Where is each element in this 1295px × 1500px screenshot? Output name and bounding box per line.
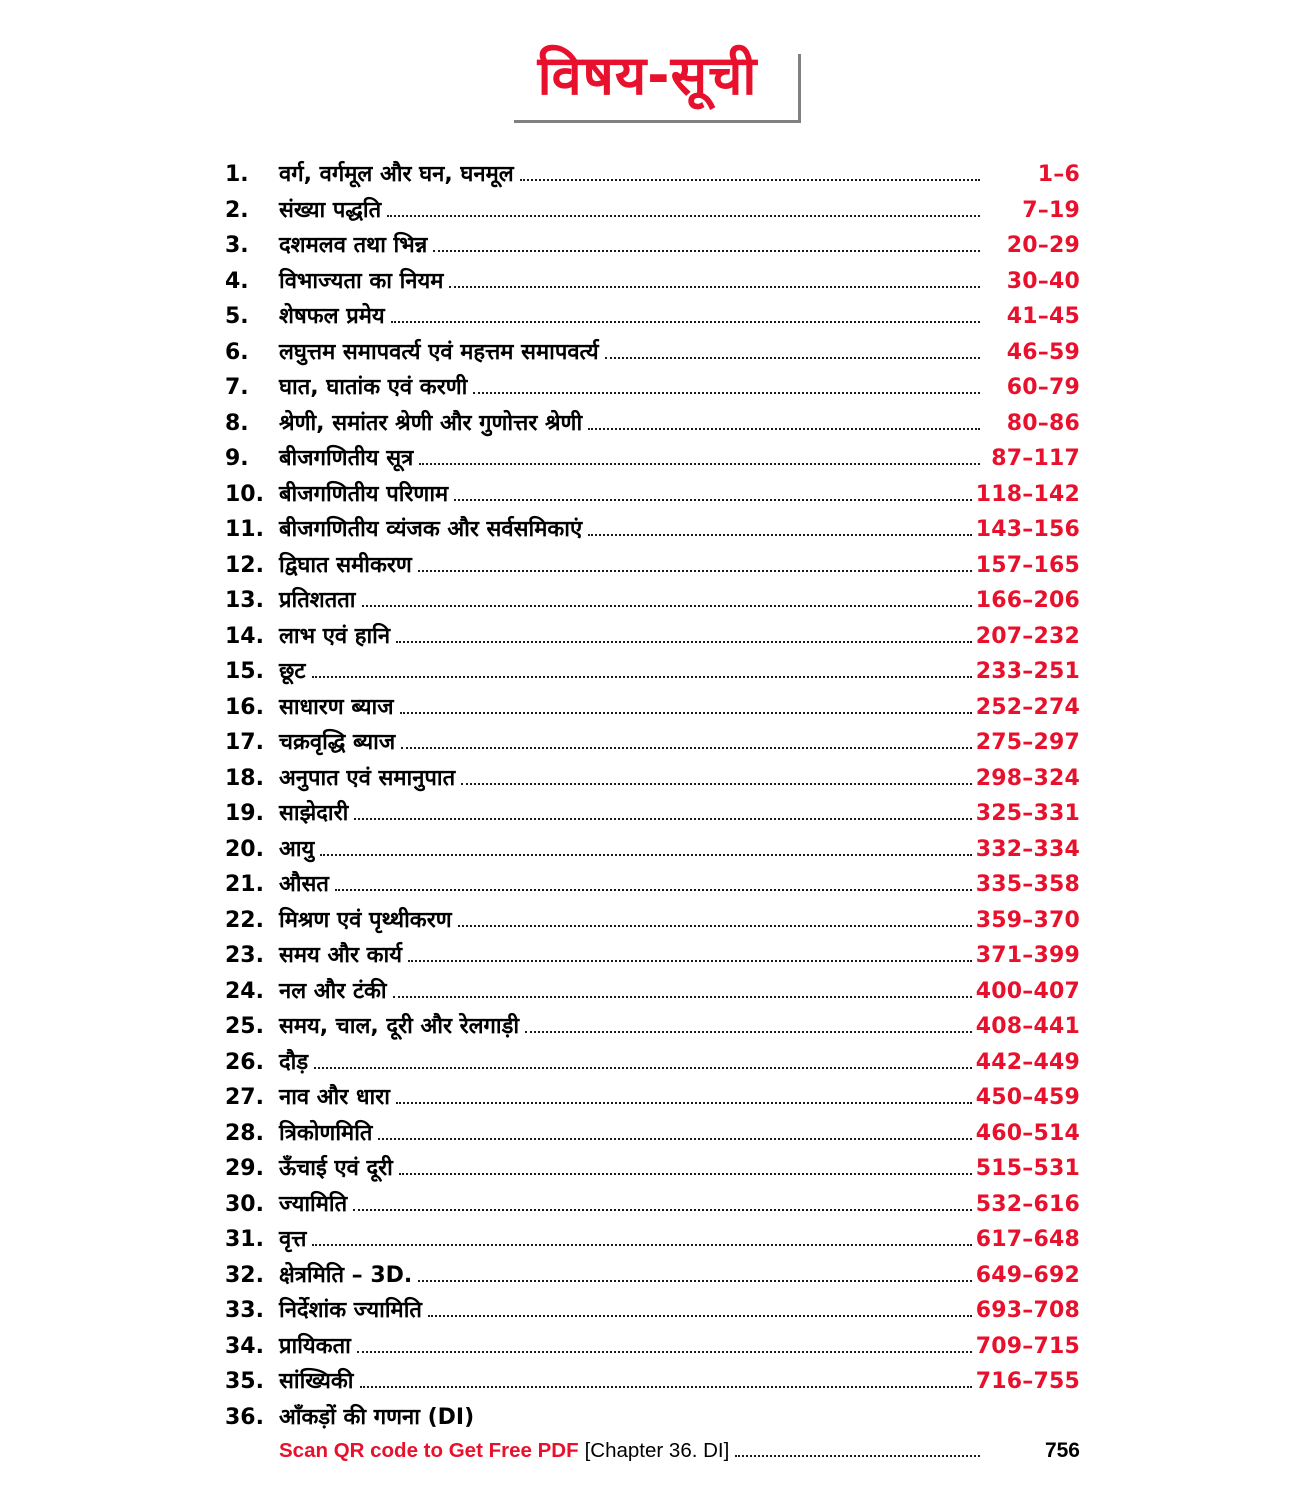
toc-entry-pages: 617–648 <box>975 1227 1080 1252</box>
toc-entry-number: 25. <box>225 1014 264 1039</box>
toc-entry-title: बीजगणितीय सूत्र <box>279 446 414 471</box>
toc-entry-number: 18. <box>225 765 264 791</box>
toc-entry-number: 11. <box>225 517 264 542</box>
toc-leader-dots <box>418 570 972 572</box>
toc-entry[interactable] <box>225 945 1080 968</box>
toc-leader-dots <box>458 925 972 927</box>
toc-leader-dots <box>320 854 972 856</box>
toc-entry-title: साधारण ब्याज <box>279 694 394 720</box>
toc-entry-title: दशमलव तथा भिन्न <box>279 233 428 258</box>
toc-entry[interactable] <box>225 1229 1080 1252</box>
toc-entry-pages: 233–251 <box>975 659 1080 684</box>
toc-entry-number: 21. <box>225 872 264 897</box>
toc-entry[interactable] <box>225 1404 1080 1430</box>
toc-entry-title: चक्रवृद्धि ब्याज <box>279 730 396 755</box>
toc-entry[interactable] <box>225 1049 1080 1075</box>
toc-entry-title: बीजगणितीय व्यंजक और सर्वसमिकाएं <box>279 517 583 542</box>
toc-entry-pages: 756 <box>1044 1439 1080 1462</box>
toc-entry-pages: 442–449 <box>975 1049 1080 1075</box>
toc-entry-number: 29. <box>225 1156 264 1181</box>
toc-entry-title: सांख्यिकी <box>279 1369 354 1394</box>
toc-leader-dots <box>335 889 972 891</box>
toc-entry[interactable] <box>225 874 1080 897</box>
toc-entry-pages: 709–715 <box>975 1333 1080 1359</box>
toc-leader-dots <box>473 392 980 394</box>
toc-entry-number: 13. <box>225 588 264 613</box>
table-of-contents <box>0 164 1295 1463</box>
toc-entry-pages: 716–755 <box>975 1369 1080 1394</box>
toc-entry-title: वर्ग, वर्गमूल और घन, घनमूल <box>279 162 514 187</box>
toc-leader-dots <box>605 357 980 359</box>
toc-entry-title: ज्यामिति <box>279 1191 348 1217</box>
toc-entry[interactable] <box>225 661 1080 684</box>
toc-entry-number: 5. <box>225 304 249 329</box>
toc-entry-pages: 143–156 <box>975 517 1080 542</box>
toc-leader-dots <box>401 747 972 749</box>
toc-entry[interactable] <box>225 590 1080 613</box>
page-title-area <box>0 0 1295 150</box>
toc-entry[interactable] <box>225 339 1080 365</box>
toc-entry-title: वृत्त <box>279 1227 307 1252</box>
toc-entry-title: आयु <box>279 836 315 862</box>
toc-entry-title: बीजगणितीय परिणाम <box>279 481 449 507</box>
toc-entry-number: 19. <box>225 801 264 826</box>
toc-entry[interactable] <box>225 519 1080 542</box>
toc-entry-pages: 118–142 <box>975 481 1080 507</box>
toc-leader-dots <box>314 1067 972 1069</box>
toc-entry-title: लाभ एवं हानि <box>279 623 391 649</box>
toc-leader-dots <box>588 428 980 430</box>
toc-entry[interactable] <box>225 1087 1080 1110</box>
toc-entry-title: समय और कार्य <box>279 943 402 968</box>
toc-entry[interactable] <box>225 1191 1080 1217</box>
toc-entry[interactable] <box>225 623 1080 649</box>
toc-entry[interactable] <box>225 268 1080 294</box>
toc-entry-title: औसत <box>279 872 329 897</box>
toc-entry-number: 9. <box>225 446 249 471</box>
toc-entry-number: 8. <box>225 410 249 436</box>
toc-entry-number: 27. <box>225 1085 264 1110</box>
toc-entry-pages: 46–59 <box>1006 339 1080 365</box>
toc-leader-dots <box>393 996 972 998</box>
toc-entry-pages: 275–297 <box>975 730 1080 755</box>
toc-entry-title: दौड़ <box>279 1049 309 1075</box>
toc-entry-title: क्षेत्रमिति – 3D. <box>279 1262 413 1288</box>
toc-entry-title: मिश्रण एवं पृथ्थीकरण <box>279 907 452 933</box>
toc-entry-number: 31. <box>225 1227 264 1252</box>
toc-entry-number: 4. <box>225 268 249 294</box>
toc-entry[interactable] <box>225 978 1080 1004</box>
toc-leader-dots <box>588 534 972 536</box>
toc-leader-dots <box>525 1031 972 1033</box>
toc-entry-number: 1. <box>225 162 249 187</box>
page-title: विषय-सूची <box>537 44 758 107</box>
toc-entry-number: 15. <box>225 659 264 684</box>
toc-entry-pages: 41–45 <box>1006 304 1080 329</box>
toc-entry-pages: 298–324 <box>975 765 1080 791</box>
toc-entry-pages: 371–399 <box>975 943 1080 968</box>
toc-entry-pages: 157–165 <box>975 552 1080 578</box>
toc-entry[interactable] <box>225 836 1080 862</box>
toc-entry[interactable] <box>225 907 1080 933</box>
toc-entry-pages: 325–331 <box>975 801 1080 826</box>
toc-entry-title: श्रेणी, समांतर श्रेणी और गुणोत्तर श्रेणी <box>279 410 583 436</box>
toc-entry-pages: 400–407 <box>975 978 1080 1004</box>
toc-entry[interactable] <box>225 235 1080 258</box>
toc-entry[interactable] <box>225 694 1080 720</box>
toc-entry-title: प्रतिशतता <box>279 588 356 613</box>
toc-entry-pages: 1–6 <box>1037 162 1080 187</box>
scan-qr-label: Scan QR code to Get Free PDF <box>279 1439 579 1462</box>
toc-entry[interactable] <box>225 1016 1080 1039</box>
toc-entry-title: प्रायिकता <box>279 1333 351 1359</box>
toc-entry-pages: 20–29 <box>1006 233 1080 258</box>
toc-entry-number: 28. <box>225 1120 264 1146</box>
toc-entry-pages: 359–370 <box>975 907 1080 933</box>
toc-entry[interactable] <box>225 1120 1080 1146</box>
toc-entry-title: नाव और धारा <box>279 1085 390 1110</box>
toc-entry[interactable] <box>225 1333 1080 1359</box>
toc-entry-number: 2. <box>225 197 249 223</box>
toc-entry[interactable] <box>225 1158 1080 1181</box>
chapter-reference-label: [Chapter 36. DI] <box>584 1439 730 1462</box>
toc-entry-pages: 80–86 <box>1006 410 1080 436</box>
toc-leader-dots <box>400 712 972 714</box>
toc-entry-number: 35. <box>225 1369 264 1394</box>
toc-entry-title: शेषफल प्रमेय <box>279 304 385 329</box>
toc-entry-pages: 649–692 <box>975 1262 1080 1288</box>
toc-leader-dots <box>428 1315 972 1317</box>
toc-entry-pages: 332–334 <box>975 836 1080 862</box>
toc-entry-pages: 60–79 <box>1006 375 1080 400</box>
toc-entry-pages: 252–274 <box>975 694 1080 720</box>
toc-entry-number: 32. <box>225 1262 264 1288</box>
toc-entry[interactable] <box>225 1262 1080 1288</box>
toc-entry-pages: 30–40 <box>1006 268 1080 294</box>
toc-entry-pages: 335–358 <box>975 872 1080 897</box>
toc-entry-number: 33. <box>225 1298 264 1323</box>
toc-entry-title: समय, चाल, दूरी और रेलगाड़ी <box>279 1014 520 1039</box>
toc-entry-number: 3. <box>225 233 249 258</box>
toc-entry-pages: 515–531 <box>975 1156 1080 1181</box>
toc-leader-dots <box>362 605 972 607</box>
toc-entry-pages: 207–232 <box>975 623 1080 649</box>
toc-entry-number: 23. <box>225 943 264 968</box>
toc-leader-dots <box>449 286 980 288</box>
toc-qr-pdf-row[interactable] <box>225 1439 1080 1463</box>
toc-entry[interactable] <box>225 164 1080 187</box>
toc-entry[interactable] <box>225 765 1080 791</box>
toc-entry[interactable] <box>225 410 1080 436</box>
toc-entry-number: 7. <box>225 375 249 400</box>
toc-leader-dots <box>312 676 972 678</box>
toc-entry-number: 14. <box>225 623 264 649</box>
toc-entry-number: 6. <box>225 339 249 365</box>
toc-leader-dots <box>408 960 972 962</box>
toc-entry-number: 10. <box>225 481 264 507</box>
toc-entry-title: त्रिकोणमिति <box>279 1120 373 1146</box>
toc-leader-dots <box>354 818 971 820</box>
toc-entry[interactable] <box>225 1371 1080 1394</box>
toc-entry-pages: 532–616 <box>975 1191 1080 1217</box>
toc-entry-title: विभाज्यता का नियम <box>279 268 444 294</box>
toc-entry-number: 26. <box>225 1049 264 1075</box>
toc-leader-dots <box>312 1244 971 1246</box>
toc-leader-dots <box>454 499 972 501</box>
toc-entry-title: अनुपात एवं समानुपात <box>279 765 456 791</box>
toc-entry-number: 24. <box>225 978 264 1004</box>
toc-leader-dots <box>391 321 980 323</box>
toc-entry[interactable] <box>225 732 1080 755</box>
toc-leader-dots <box>396 641 972 643</box>
toc-entry[interactable] <box>225 552 1080 578</box>
toc-entry-title: छूट <box>279 659 306 684</box>
toc-entry-title: आँकड़ों की गणना (DI) <box>279 1404 475 1430</box>
toc-entry-pages: 460–514 <box>975 1120 1080 1146</box>
toc-leader-dots <box>461 783 972 785</box>
toc-entry[interactable] <box>225 306 1080 329</box>
toc-entry[interactable] <box>225 448 1080 471</box>
toc-entry-number: 12. <box>225 552 264 578</box>
toc-leader-dots <box>433 250 980 252</box>
toc-entry-pages: 87–117 <box>991 446 1080 471</box>
toc-leader-dots <box>387 215 980 217</box>
toc-entry-number: 36. <box>225 1404 264 1430</box>
toc-entry-pages: 166–206 <box>975 588 1080 613</box>
toc-entry-title: संख्या पद्धति <box>279 197 382 223</box>
toc-entry-number: 20. <box>225 836 264 862</box>
toc-entry-title: लघुत्तम समापवर्त्य एवं महत्तम समापवर्त्य <box>279 339 599 365</box>
toc-leader-dots <box>357 1351 972 1353</box>
toc-leader-dots <box>520 179 980 181</box>
toc-leader-dots <box>418 1280 971 1282</box>
toc-entry[interactable] <box>225 481 1080 507</box>
toc-leader-dots <box>378 1138 971 1140</box>
toc-entry-title: घात, घातांक एवं करणी <box>279 375 468 400</box>
toc-entry[interactable] <box>225 197 1080 223</box>
page-title-box <box>504 44 792 115</box>
toc-entry[interactable] <box>225 377 1080 400</box>
toc-entry-title: ऊँचाई एवं दूरी <box>279 1156 393 1181</box>
toc-leader-dots <box>353 1209 972 1211</box>
toc-entry[interactable] <box>225 1300 1080 1323</box>
toc-entry-title: साझेदारी <box>279 801 349 826</box>
toc-entry[interactable] <box>225 803 1080 826</box>
toc-leader-dots <box>419 463 980 465</box>
toc-entry-number: 22. <box>225 907 264 933</box>
toc-entry-pages: 450–459 <box>975 1085 1080 1110</box>
toc-leader-dots <box>735 1455 980 1457</box>
toc-entry-number: 34. <box>225 1333 264 1359</box>
toc-entry-number: 30. <box>225 1191 264 1217</box>
toc-leader-dots <box>360 1386 972 1388</box>
toc-entry-pages: 693–708 <box>975 1298 1080 1323</box>
toc-leader-dots <box>396 1102 972 1104</box>
toc-entry-title: द्विघात समीकरण <box>279 552 412 578</box>
toc-entry-number: 17. <box>225 730 264 755</box>
toc-leader-dots <box>399 1173 972 1175</box>
toc-entry-pages: 408–441 <box>975 1014 1080 1039</box>
toc-entry-title: निर्देशांक ज्यामिति <box>279 1298 422 1323</box>
toc-entry-number: 16. <box>225 694 264 720</box>
toc-entry-pages: 7–19 <box>1022 197 1080 223</box>
toc-entry-title: नल और टंकी <box>279 978 387 1004</box>
